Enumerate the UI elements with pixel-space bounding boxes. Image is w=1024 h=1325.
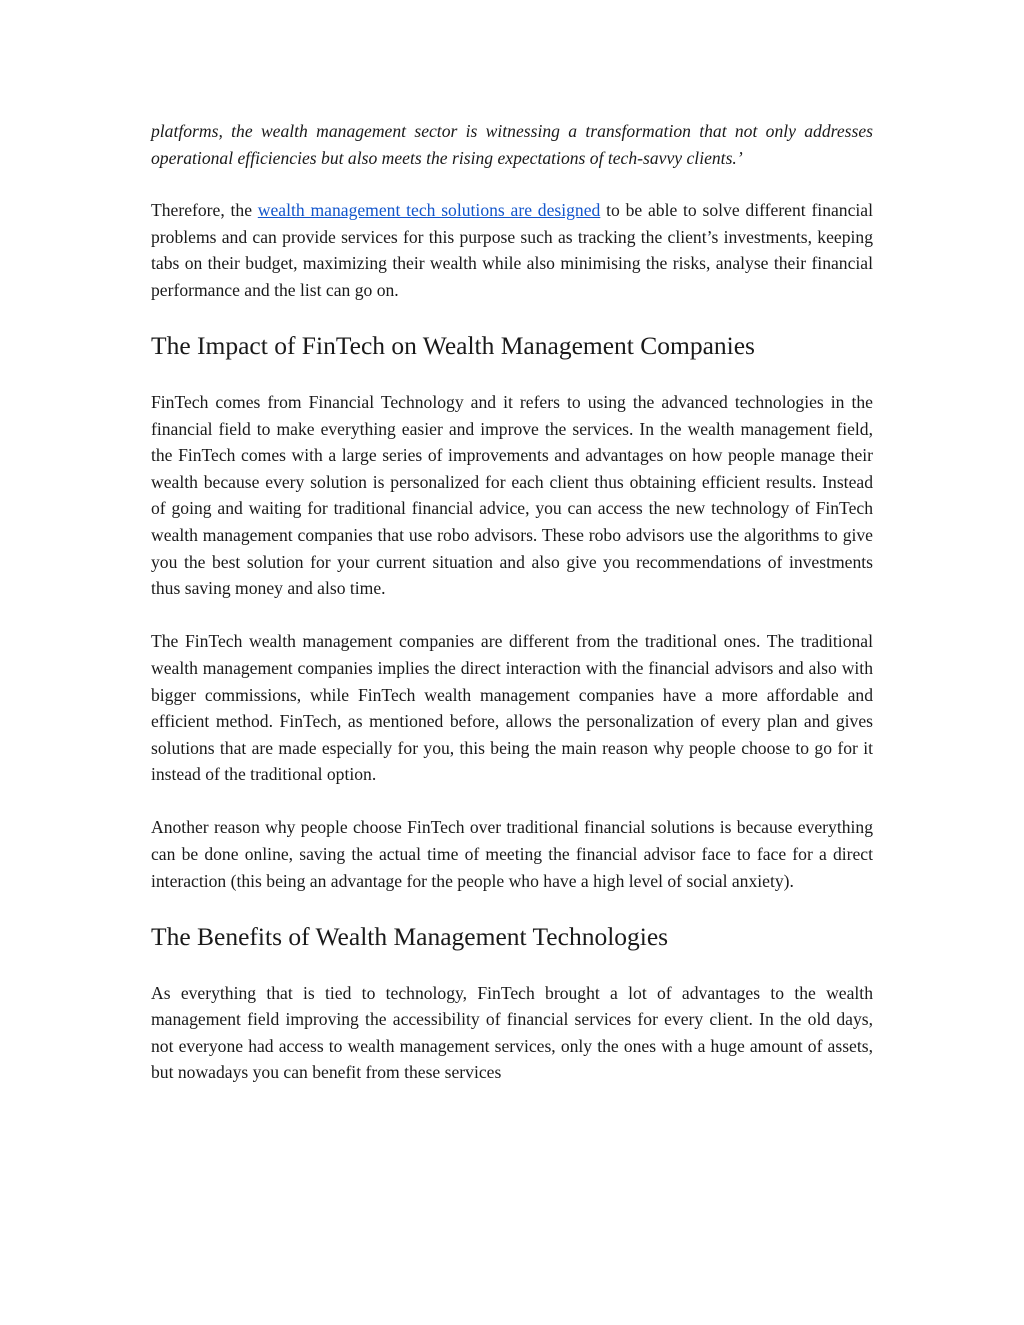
document-page <box>151 118 873 1113</box>
intro-quote: platforms, the wealth management sector is witnessing a transformation that not only addresses operational efficiencies but also meets the rising expectations of tech-savvy clients.’ <box>151 121 873 168</box>
impact-paragraph-1: FinTech comes from Financial Technology and it refers to using the advanced technologies in the financial field to make everything easier and improve the services. In the wealth management field, the FinTech comes with a large series of improvements and advantages on how people manage their wealth because every solution is personalized for each client thus obtaining efficient results. Instead of going and waiting for traditional financial advice, you can access the new technology of FinTech wealth management companies that use robo advisors. These robo advisors use the algorithms to give you the best solution for your current situation and also give you recommendations of investments thus saving money and also time. <box>151 392 873 599</box>
heading-benefits-of-wealth-tech: The Benefits of Wealth Management Technologies <box>151 921 669 951</box>
intro-text-after-link: to be able to solve different financial problems and can provide services for this purpose such as tracking the client’s investments, keeping tabs on their budget, maximizing their wealth while also minimising the risks, analyse their financial performance and the list can go on. <box>151 200 873 300</box>
intro-text-before-link: Therefore, the <box>151 200 258 221</box>
intro-paragraph <box>151 197 873 303</box>
impact-paragraph-3: Another reason why people choose FinTech over traditional financial solutions is because everything can be done online, saving the actual time of meeting the financial advisor face to face for a direct interaction (this being an advantage for the people who have a high level of social anxiety). <box>151 817 873 891</box>
wealth-management-tech-solutions-link[interactable]: wealth management tech solutions are designed <box>257 200 601 221</box>
heading-impact-of-fintech: The Impact of FinTech on Wealth Management Companies <box>151 331 755 361</box>
impact-paragraph-2: The FinTech wealth management companies are different from the traditional ones. The traditional wealth management companies implies the direct interaction with the financial advisors and also with bigger commissions, while FinTech wealth management companies have a more affordable and efficient method. FinTech, as mentioned before, allows the personalization of every plan and gives solutions that are made especially for you, this being the main reason why people choose to go for it instead of the traditional option. <box>151 631 873 785</box>
benefits-paragraph-1: As everything that is tied to technology, FinTech brought a lot of advantages to the wealth management field improving the accessibility of financial services for every client. In the old days, not everyone had access to wealth management services, only the ones with a huge amount of assets, but nowadays you can benefit from these services <box>151 982 873 1083</box>
